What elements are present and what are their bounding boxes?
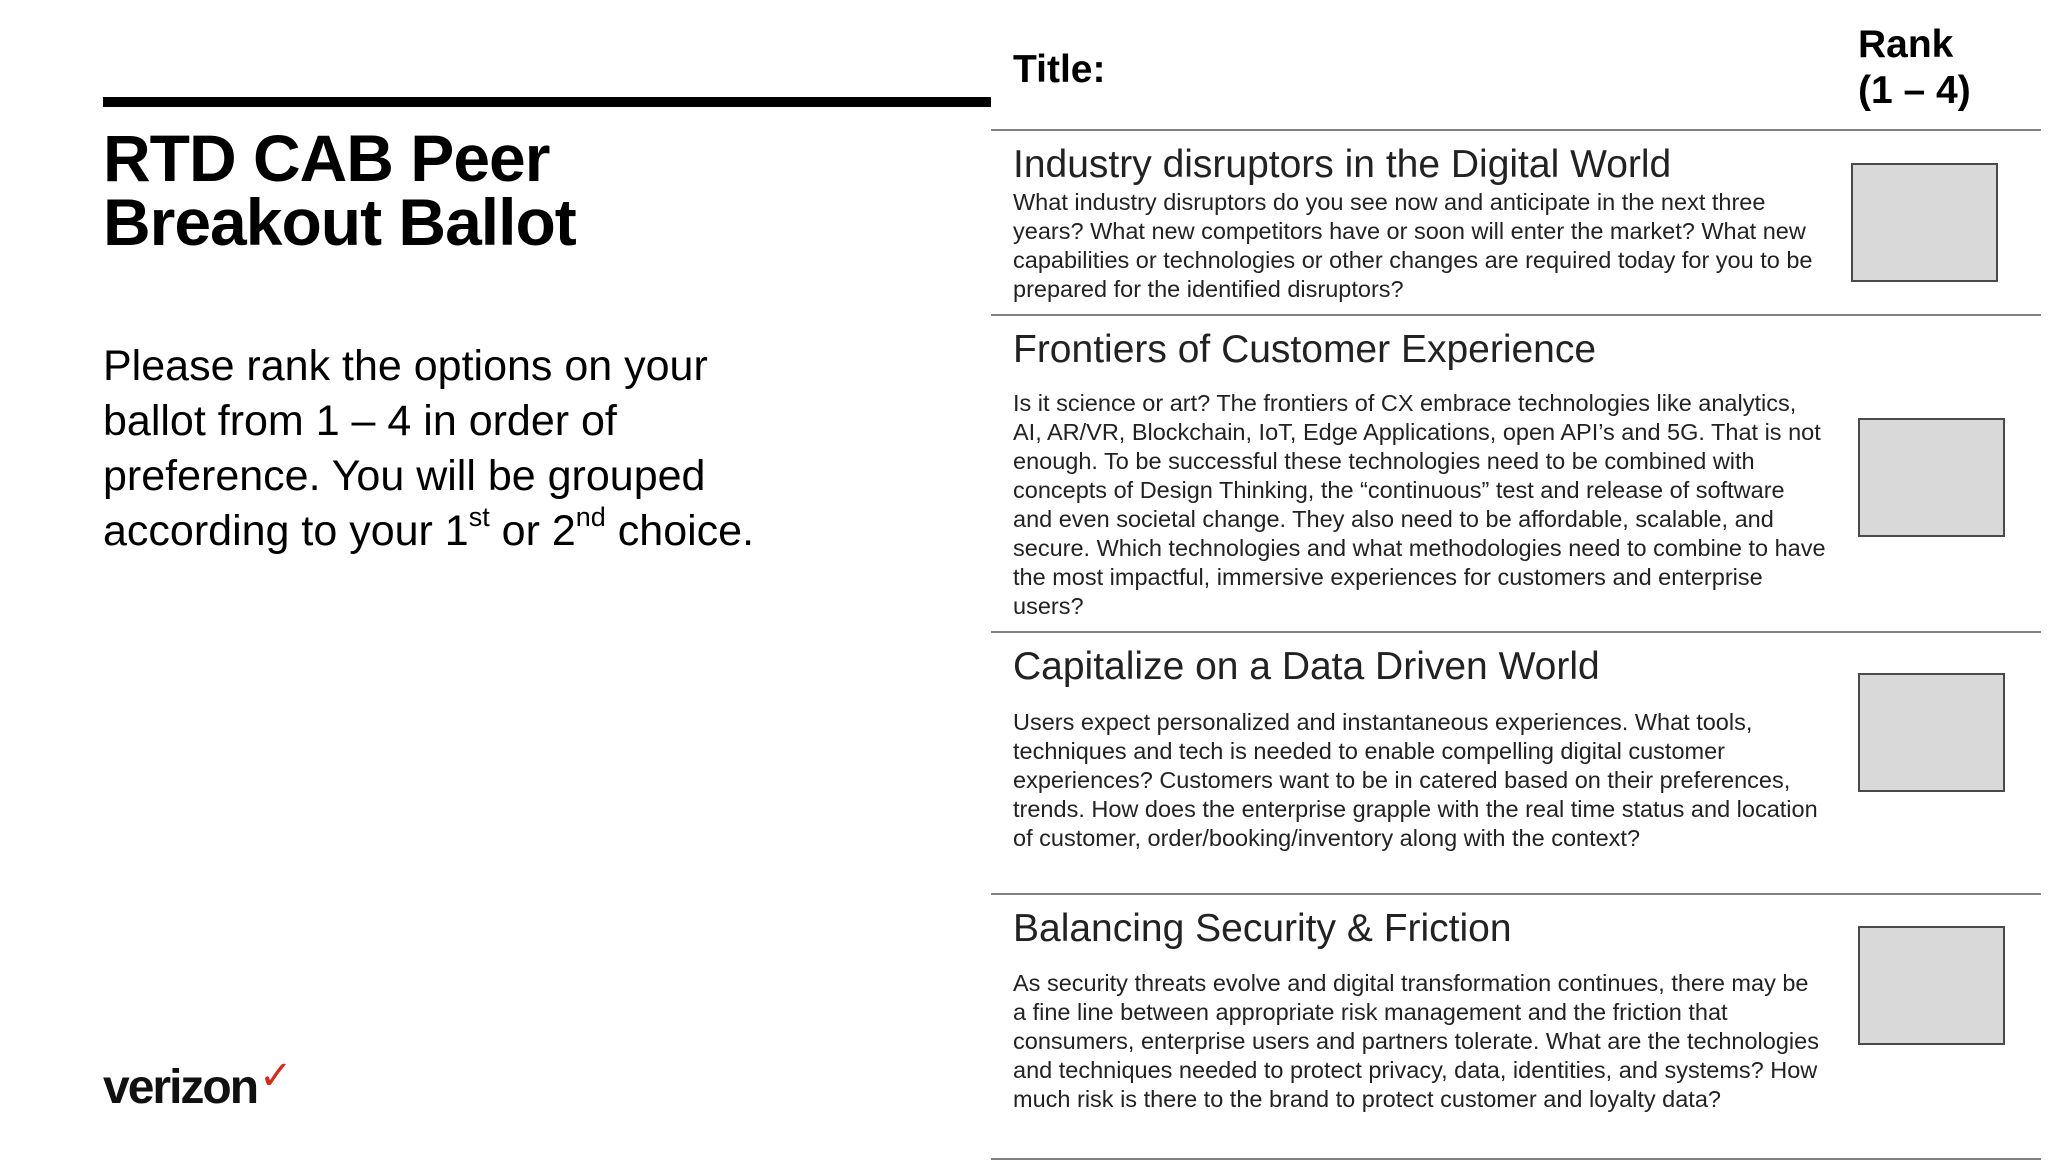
option-description: As security threats evolve and digital transformation continues, there may be a fine line between appropriate risk management and the friction that consumers, enterprise users and partners tolerate. What are the technologies and techniques needed to protect privacy, data, identities, and systems? How much risk is there to the brand to protect customer and loyalty data? [1013, 970, 1819, 1112]
option-title: Capitalize on a Data Driven World [1013, 645, 1600, 688]
ballot-option [991, 633, 2041, 895]
option-title: Balancing Security & Friction [1013, 907, 1512, 950]
instructions-line-2: ballot from 1 – 4 in order of [103, 397, 617, 445]
instructions-line-4-end: choice. [605, 507, 755, 555]
instructions-or: or 2 [489, 507, 576, 555]
title-column-header: Title: [1013, 48, 1106, 91]
rank-input-box[interactable] [1858, 673, 2005, 792]
option-description: Users expect personalized and instantaneous experiences. What tools, techniques and tech is needed to enable compelling digital customer experiences? Customers want to be in catered based on their preferences, trends. How does the enterprise grapple with the real time status and location of customer, order/booking/inventory along with the context? [1013, 709, 1818, 851]
rank-input-box[interactable] [1858, 418, 2005, 537]
rank-input-box[interactable] [1858, 926, 2005, 1045]
page-title [103, 121, 803, 259]
rank-header-line-2: (1 – 4) [1858, 69, 1971, 112]
first-suffix: st [468, 501, 490, 532]
instructions-line-1: Please rank the options on your [103, 342, 708, 390]
option-title: Frontiers of Customer Experience [1013, 328, 1597, 371]
checkmark-icon: ✓ [259, 1054, 291, 1098]
ballot-option [991, 895, 2041, 1160]
verizon-logo [103, 1054, 291, 1118]
title-rule [103, 97, 991, 107]
ballot-instructions [103, 339, 863, 559]
option-title: Industry disruptors in the Digital World [1013, 143, 1672, 186]
option-description: Is it science or art? The frontiers of CX embrace technologies like analytics, AI, AR/VR, Blockchain, IoT, Edge Applications, open API’s and 5G. That is not enough. To be successful these technologies need to be combined with concepts of Design Thinking, the “continuous” test and release of software and even societal change. They also need to be affordable, scalable, and secure. Which technologies and what methodologies need to combine to have the most impactful, immersive experiences for customers and enterprise users? [1013, 390, 1826, 619]
instructions-line-4-prefix: according to your 1 [103, 507, 469, 555]
rank-header-line-1: Rank [1858, 23, 1954, 66]
ballot-option [991, 316, 2041, 633]
page-title-line-2: Breakout Ballot [103, 185, 576, 259]
option-description: What industry disruptors do you see now and anticipate in the next three years? What new competitors have or soon will enter the market? What new capabilities or technologies or other changes are required today for you to be prepared for the identified disruptors? [1013, 189, 1813, 302]
instructions-line-4 [103, 501, 755, 555]
rank-input-box[interactable] [1851, 163, 1998, 282]
second-suffix: nd [575, 501, 606, 532]
instructions-line-3: preference. You will be grouped [103, 452, 706, 500]
ballot-option [991, 131, 2041, 316]
rank-column-header [1858, 22, 1971, 114]
page-title-line-1: RTD CAB Peer [103, 121, 550, 195]
logo-text: verizon [103, 1061, 258, 1114]
